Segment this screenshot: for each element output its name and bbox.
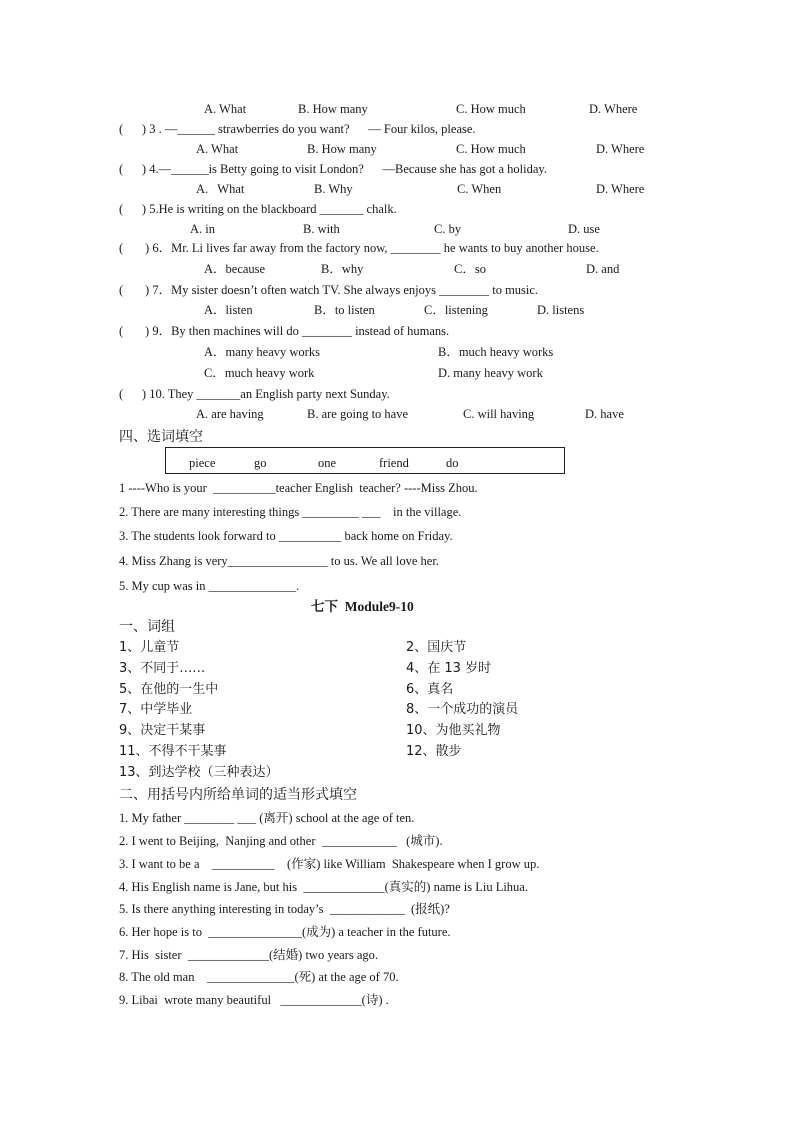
q7-stem: ( ) 7．My sister doesn’t often watch TV. She always enjoys ________ to music. xyxy=(119,283,539,297)
word-form-item: 7. His sister _____________(结婚) two years ago. xyxy=(119,948,378,962)
q5-option-c: C. by xyxy=(434,222,462,236)
q3-stem: ( ) 3 . —______ strawberries do you want? — Four kilos, please. xyxy=(119,122,476,136)
phrase-item: 5、在他的一生中 xyxy=(119,682,219,697)
phrase-item: 13、到达学校（三种表达） xyxy=(119,765,279,780)
word-bank-word: do xyxy=(446,456,459,470)
q9-option-c: C．much heavy work xyxy=(204,366,315,380)
module-title: 七下 Module9-10 xyxy=(311,599,414,614)
q2-option-c: C. How much xyxy=(456,102,526,116)
section4-item: 1 ----Who is your __________teacher English teacher? ----Miss Zhou. xyxy=(119,481,478,495)
q3-option-d: D. Where xyxy=(596,142,645,156)
word-bank-word: piece xyxy=(189,456,216,470)
phrase-item: 2、国庆节 xyxy=(406,640,467,655)
q2-option-d: D. Where xyxy=(589,102,638,116)
q5-option-d: D. use xyxy=(568,222,600,236)
q4-option-d: D. Where xyxy=(596,182,645,196)
phrase-item: 6、真名 xyxy=(406,682,454,697)
q10-stem: ( ) 10. They _______an English party next Sunday. xyxy=(119,387,390,401)
word-form-item: 9. Libai wrote many beautiful _____________(诗) . xyxy=(119,993,389,1007)
section4-item: 3. The students look forward to __________ back home on Friday. xyxy=(119,529,453,543)
q4-option-b: B. Why xyxy=(314,182,353,196)
q6-option-a: A．because xyxy=(204,262,266,276)
phrase-item: 10、为他买礼物 xyxy=(406,723,501,738)
q4-stem: ( ) 4.—______is Betty going to visit London? —Because she has got a holiday. xyxy=(119,162,547,176)
q6-option-b: B．why xyxy=(321,262,364,276)
section4-item: 2. There are many interesting things _________ ___ in the village. xyxy=(119,505,462,519)
q7-option-a: A．listen xyxy=(204,303,253,317)
q5-option-b: B. with xyxy=(303,222,340,236)
q7-option-d: D. listens xyxy=(537,303,585,317)
phrase-item: 11、不得不干某事 xyxy=(119,744,227,759)
phrase-item: 1、儿童节 xyxy=(119,640,180,655)
q7-option-c: C．listening xyxy=(424,303,488,317)
q10-option-a: A. are having xyxy=(196,407,264,421)
q2-option-b: B. How many xyxy=(298,102,368,116)
word-bank-box xyxy=(165,447,565,474)
q6-option-d: D. and xyxy=(586,262,620,276)
word-form-item: 5. Is there anything interesting in today’s ____________ (报纸)? xyxy=(119,902,450,916)
phrase-item: 8、一个成功的演员 xyxy=(406,702,519,717)
word-form-item: 1. My father ________ ___ (离开) school at the age of ten. xyxy=(119,811,415,825)
phrases-heading: 一、词组 xyxy=(119,619,175,635)
q3-option-a: A. What xyxy=(196,142,239,156)
q9-option-b: B．much heavy works xyxy=(438,345,554,359)
word-form-item: 6. Her hope is to _______________(成为) a teacher in the future. xyxy=(119,925,451,939)
phrase-item: 3、不同于…… xyxy=(119,661,206,676)
q7-option-b: B．to listen xyxy=(314,303,375,317)
phrase-item: 9、决定干某事 xyxy=(119,723,206,738)
word-form-item: 2. I went to Beijing, Nanjing and other ____________ (城市). xyxy=(119,834,443,848)
word-forms-heading: 二、用括号内所给单词的适当形式填空 xyxy=(119,787,357,803)
q3-option-b: B. How many xyxy=(307,142,377,156)
q6-stem: ( ) 6．Mr. Li lives far away from the factory now, ________ he wants to buy another house. xyxy=(119,241,599,255)
q5-option-a: A. in xyxy=(190,222,215,236)
word-form-item: 8. The old man ______________(死) at the age of 70. xyxy=(119,970,399,984)
phrase-item: 4、在 13 岁时 xyxy=(406,661,492,676)
section4-item: 4. Miss Zhang is very________________ to us. We all love her. xyxy=(119,554,439,568)
q4-option-a: A. What xyxy=(196,182,245,196)
q9-option-a: A．many heavy works xyxy=(204,345,320,359)
q10-option-d: D. have xyxy=(585,407,624,421)
word-form-item: 4. His English name is Jane, but his _____________(真实的) name is Liu Lihua. xyxy=(119,880,528,894)
q10-option-b: B. are going to have xyxy=(307,407,409,421)
q6-option-c: C．so xyxy=(454,262,486,276)
q9-option-d: D. many heavy work xyxy=(438,366,543,380)
phrase-item: 7、中学毕业 xyxy=(119,702,193,717)
word-bank-word: one xyxy=(318,456,337,470)
phrase-item: 12、散步 xyxy=(406,744,462,759)
q4-option-c: C. When xyxy=(457,182,502,196)
q3-option-c: C. How much xyxy=(456,142,526,156)
section4-heading: 四、选词填空 xyxy=(119,429,203,445)
word-form-item: 3. I want to be a __________ (作家) like William Shakespeare when I grow up. xyxy=(119,857,540,871)
word-bank-word: go xyxy=(254,456,267,470)
section4-item: 5. My cup was in ______________. xyxy=(119,579,300,593)
q10-option-c: C. will having xyxy=(463,407,535,421)
q2-option-a: A. What xyxy=(204,102,247,116)
q5-stem: ( ) 5.He is writing on the blackboard _______ chalk. xyxy=(119,202,397,216)
word-bank-word: friend xyxy=(379,456,409,470)
q9-stem: ( ) 9．By then machines will do ________ instead of humans. xyxy=(119,324,450,338)
